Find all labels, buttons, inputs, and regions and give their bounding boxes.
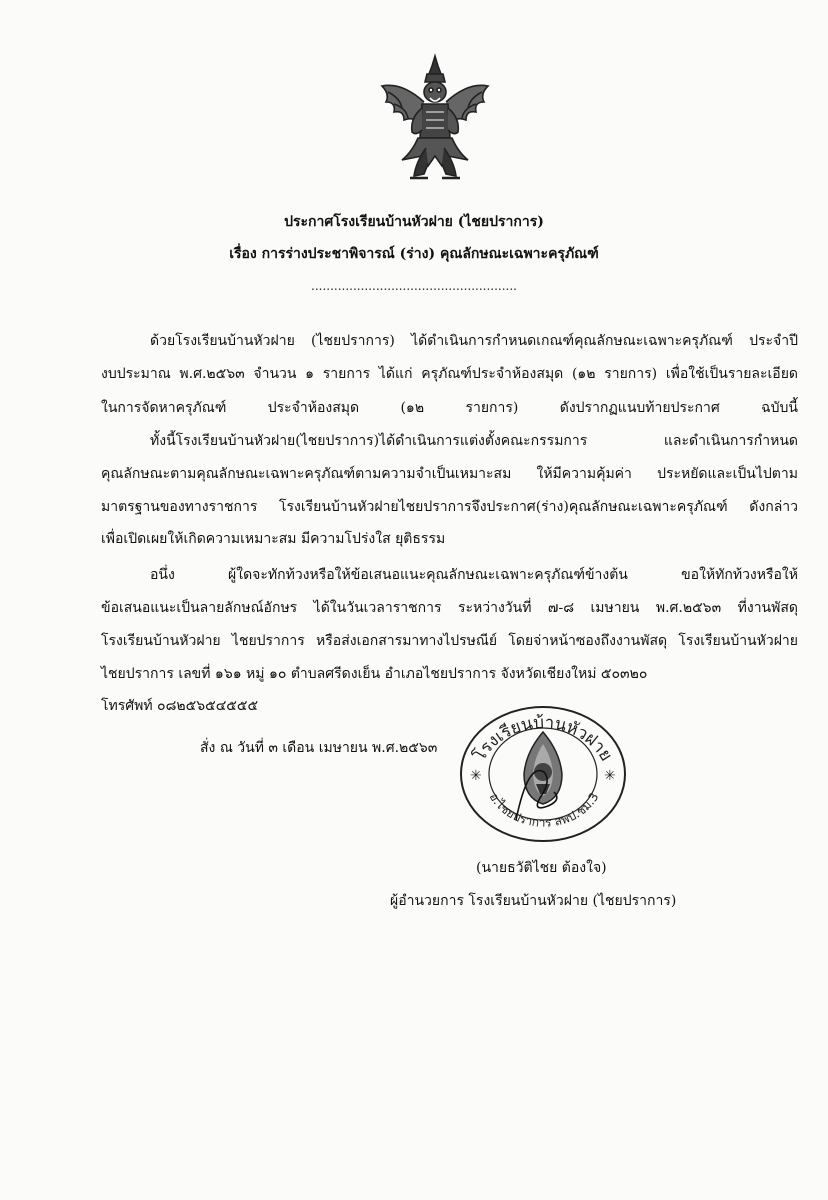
paragraph-3-line-5: โทรศัพท์ ๐๘๒๕๖๕๔๕๕๕	[101, 698, 259, 714]
paragraph-2-line-3: มาตรฐานของทางราชการ โรงเรียนบ้านหัวฝายไชยปราการจึงประกาศ(ร่าง)คุณลักษณะเฉพาะครุภัณฑ์ ดังกล่าว	[101, 499, 798, 515]
seal-bottom-text: อ.ไชยปราการ สพป.ชม.3	[486, 790, 602, 830]
paragraph-3-line-4: ไชยปราการ เลขที่ ๑๖๑ หมู่ ๑๐ ตำบลศรีดงเย็น อำเภอไชยปราการ จังหวัดเชียงใหม่ ๕๐๓๒๐	[101, 666, 648, 682]
paragraph-2-line-1: ทั้งนี้โรงเรียนบ้านหัวฝาย(ไชยปราการ)ได้ดำเนินการแต่งตั้งคณะกรรมการ และดำเนินการกำหนด	[150, 433, 798, 449]
paragraph-1-line-1: ด้วยโรงเรียนบ้านหัวฝาย (ไชยปราการ) ได้ดำเนินการกำหนดเกณฑ์คุณลักษณะเฉพาะครุภัณฑ์ ประจำปี	[150, 333, 798, 349]
paragraph-3-line-2: ข้อเสนอแนะเป็นลายลักษณ์อักษร ได้ในวันเวลาราชการ ระหว่างวันที่ ๗-๘ เมษายน พ.ศ.๒๕๖๓ ที่งานพัสดุ	[101, 600, 798, 616]
document-subject: เรื่อง การร่างประชาพิจารณ์ (ร่าง) คุณลักษณะเฉพาะครุภัณฑ์	[229, 246, 599, 262]
paragraph-1-line-2: งบประมาณ พ.ศ.๒๕๖๓ จำนวน ๑ รายการ ได้แก่ ครุภัณฑ์ประจำห้องสมุด (๑๒ รายการ) เพื่อใช้เป็นรายละเอียด	[101, 366, 798, 382]
garuda-emblem-icon	[372, 52, 498, 184]
order-date: สั่ง ณ วันที่ ๓ เดือน เมษายน พ.ศ.๒๕๖๓	[200, 740, 438, 756]
school-seal-stamp	[456, 702, 630, 844]
paragraph-3-line-3: โรงเรียนบ้านหัวฝาย ไชยปราการ หรือส่งเอกสารมาทางไปรษณีย์ โดยจ่าหน้าซองถึงงานพัสดุ โรงเรียนบ้านหัวฝาย	[101, 633, 798, 649]
paragraph-2-line-4: เพื่อเปิดเผยให้เกิดความเหมาะสม มีความโปร่งใส ยุติธรรม	[101, 531, 446, 547]
seal-top-text: โรงเรียนบ้านหัวฝาย	[469, 712, 617, 765]
separator-dots: ......................................................	[311, 279, 517, 293]
signer-name: (นายธวัติไชย ต้องใจ)	[476, 860, 607, 876]
svg-text:✳: ✳	[470, 768, 482, 784]
document-title: ประกาศโรงเรียนบ้านหัวฝาย (ไชยปราการ)	[284, 214, 544, 230]
paragraph-1-line-3: ในการจัดหาครุภัณฑ์ ประจำห้องสมุด (๑๒ รายการ) ดังปรากฏแนบท้ายประกาศ ฉบับนี้	[101, 400, 798, 416]
signer-title: ผู้อำนวยการ โรงเรียนบ้านหัวฝาย (ไชยปราการ)	[390, 893, 677, 909]
paragraph-2-line-2: คุณลักษณะตามคุณลักษณะเฉพาะครุภัณฑ์ตามความจำเป็นเหมาะสม ให้มีความคุ้มค่า ประหยัดและเป็นไปตาม	[101, 466, 798, 482]
paragraph-3-line-1: อนึ่ง ผู้ใดจะทักท้วงหรือให้ข้อเสนอแนะคุณลักษณะเฉพาะครุภัณฑ์ข้างต้น ขอให้ทักท้วงหรือให้	[150, 567, 798, 583]
svg-text:✳: ✳	[604, 768, 616, 784]
